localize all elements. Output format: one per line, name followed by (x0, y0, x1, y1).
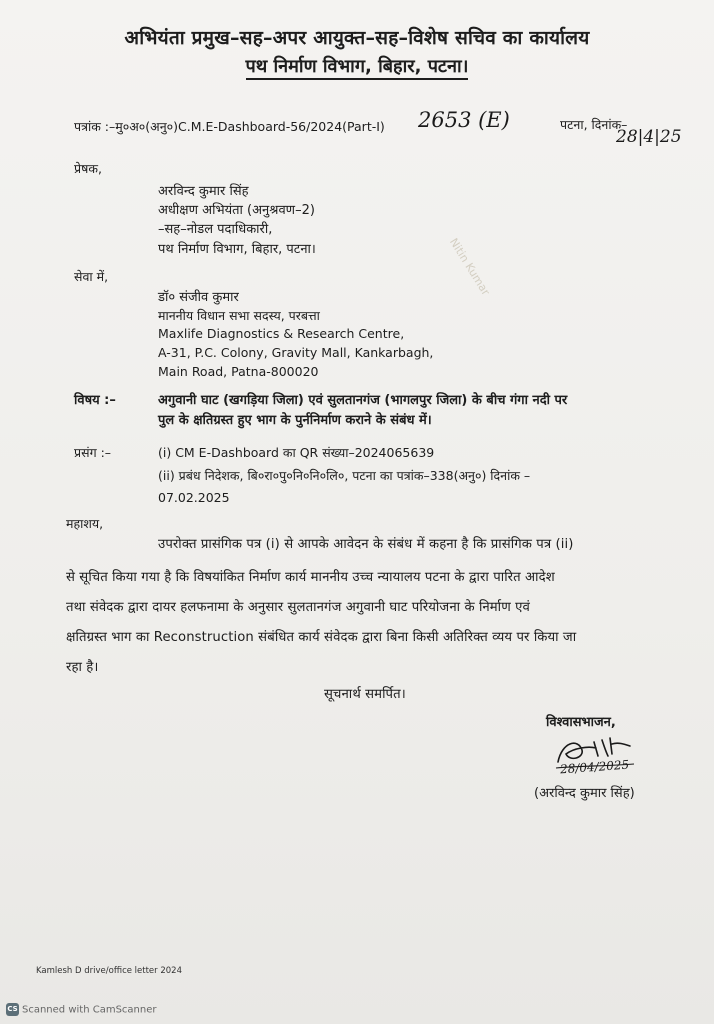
place-date-label: पटना, दिनांक– (560, 117, 628, 132)
handwritten-date: 28|4|25 (616, 127, 682, 147)
file-note: Kamlesh D drive/office letter 2024 (36, 966, 182, 976)
sender-line: पथ निर्माण विभाग, बिहार, पटना। (158, 242, 316, 257)
department-title: पथ निर्माण विभाग, बिहार, पटना। (0, 54, 714, 78)
subject-line: पुल के क्षतिग्रस्त हुए भाग के पुर्ननिर्माण कराने के संबंध में। (158, 413, 432, 428)
office-title: अभियंता प्रमुख–सह–अपर आयुक्त–सह–विशेष सचिव का कार्यालय (124, 27, 590, 49)
camscanner-icon: CS (6, 1003, 19, 1016)
sender-label: प्रेषक, (74, 161, 102, 176)
handwritten-letter-number: 2653 (E) (418, 108, 510, 132)
recipient-line: Main Road, Patna-800020 (158, 364, 319, 379)
sender-line: अधीक्षण अभियंता (अनुश्रवण–2) (158, 203, 315, 218)
body-line: रहा है। (66, 660, 99, 675)
closing: विश्वासभाजन, (546, 715, 616, 730)
body-line: से सूचित किया गया है कि विषयांकित निर्माण कार्य माननीय उच्च न्यायालय पटना के द्वारा पारित आदेश (66, 570, 555, 585)
body-line: उपरोक्त प्रासंगिक पत्र (i) से आपके आवेदन के संबंध में कहना है कि प्रासंगिक पत्र (ii) (158, 537, 574, 552)
signature-date: 28/04/2025 (559, 757, 630, 777)
recipient-line: डॉ० संजीव कुमार (158, 290, 239, 305)
scanner-watermark: CS Scanned with CamScanner (7, 1004, 157, 1016)
subject-line: अगुवानी घाट (खगड़िया जिला) एवं सुलतानगंज (भागलपुर जिला) के बीच गंगा नदी पर (158, 393, 568, 408)
reference-line: (i) CM E-Dashboard का QR संख्या–2024065639 (158, 445, 435, 460)
body-line: तथा संवेदक द्वारा दायर हलफनामा के अनुसार सुलतानगंज अगुवानी घाट परियोजना के निर्माण एवं (66, 600, 530, 615)
reference-label: प्रसंग :– (74, 445, 112, 460)
recipient-line: Maxlife Diagnostics & Research Centre, (158, 326, 405, 341)
signatory-name: (अरविन्द कुमार सिंह) (534, 786, 635, 801)
faint-stamp: Nitin Kumar (446, 236, 493, 298)
recipient-line: माननीय विधान सभा सदस्य, परबत्ता (158, 308, 320, 323)
salutation: महाशय, (66, 516, 104, 531)
body-line: क्षतिग्रस्त भाग का Reconstruction संबंधित कार्य संवेदक द्वारा बिना किसी अतिरिक्त व्यय पर किया जा (66, 630, 577, 645)
sender-line: –सह–नोडल पदाधिकारी, (158, 222, 273, 237)
sender-line: अरविन्द कुमार सिंह (158, 184, 249, 199)
recipient-line: A-31, P.C. Colony, Gravity Mall, Kankarbagh, (158, 345, 434, 360)
closing-note: सूचनार्थ समर्पित। (324, 687, 406, 702)
recipient-label: सेवा में, (74, 269, 109, 284)
reference-line: 07.02.2025 (158, 490, 230, 505)
subject-label: विषय :– (74, 393, 116, 408)
letter-number: पत्रांक :–मु०अ०(अनु०)C.M.E-Dashboard-56/2024(Part-I) (74, 119, 385, 134)
reference-line: (ii) प्रबंध निदेशक, बि०रा०पु०नि०नि०लि०, पटना का पत्रांक–338(अनु०) दिनांक – (158, 468, 531, 483)
